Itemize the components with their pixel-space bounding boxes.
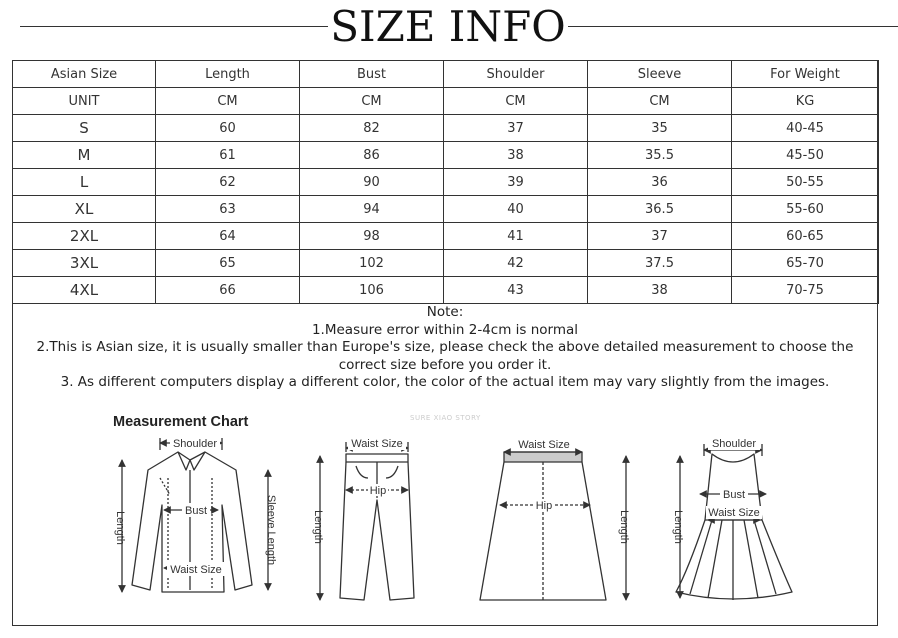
table-cell: 38	[588, 277, 732, 304]
dress-measure-lines	[680, 444, 766, 598]
header-weight: For Weight	[732, 61, 879, 88]
size-cell: 3XL	[13, 250, 156, 277]
table-cell: 36.5	[588, 196, 732, 223]
notes-heading: Note:	[426, 304, 464, 320]
table-cell: 64	[156, 223, 300, 250]
table-cell: 94	[300, 196, 444, 223]
table-cell: 102	[300, 250, 444, 277]
note-line-3: 3. As different computers display a different color, the color of the actual item may vary slightly from the images.	[60, 374, 830, 390]
table-cell: 90	[300, 169, 444, 196]
table-cell: 60-65	[732, 223, 879, 250]
table-cell: 65	[156, 250, 300, 277]
pants-hip-label: Hip	[369, 485, 387, 497]
table-cell: 70-75	[732, 277, 879, 304]
header-bust: Bust	[300, 61, 444, 88]
table-cell: 50-55	[732, 169, 879, 196]
pants-waist-label: Waist Size	[351, 438, 403, 450]
table-cell: 42	[444, 250, 588, 277]
table-cell: 66	[156, 277, 300, 304]
table-cell: 45-50	[732, 142, 879, 169]
dress-waist-label: Waist Size	[708, 507, 760, 519]
table-cell: 62	[156, 169, 300, 196]
table-cell: 55-60	[732, 196, 879, 223]
table-cell: 37	[444, 115, 588, 142]
shirt-bust-label: Bust	[184, 505, 208, 517]
table-cell: 61	[156, 142, 300, 169]
size-cell: 2XL	[13, 223, 156, 250]
table-cell: 36	[588, 169, 732, 196]
unit-cell: CM	[300, 88, 444, 115]
note-line-2: 2.This is Asian size, it is usually smaller than Europe's size, please check the above detailed measurement to choose the correct size before you order it.	[36, 339, 854, 373]
header-sleeve: Sleeve	[588, 61, 732, 88]
dress-shoulder-label: Shoulder	[711, 438, 757, 450]
page-title: SIZE INFO	[330, 2, 566, 51]
pants-illustration	[340, 454, 414, 600]
table-cell: 43	[444, 277, 588, 304]
table-cell: 37	[588, 223, 732, 250]
table-cell: 65-70	[732, 250, 879, 277]
size-cell: M	[13, 142, 156, 169]
header-shoulder: Shoulder	[444, 61, 588, 88]
unit-cell: CM	[588, 88, 732, 115]
shirt-sleeve-label: Sleeve Length	[265, 494, 277, 566]
header-asian-size: Asian Size	[13, 61, 156, 88]
table-cell: 35	[588, 115, 732, 142]
measurement-chart-title: Measurement Chart	[113, 414, 249, 430]
table-cell: 40-45	[732, 115, 879, 142]
table-cell: 35.5	[588, 142, 732, 169]
dress-bust-label: Bust	[722, 489, 746, 501]
watermark: SURE XIAO STORY	[410, 414, 481, 422]
skirt-hip-label: Hip	[535, 500, 553, 512]
table-cell: 63	[156, 196, 300, 223]
skirt-measure-lines	[500, 452, 626, 600]
size-cell: S	[13, 115, 156, 142]
table-cell: 106	[300, 277, 444, 304]
table-cell: 60	[156, 115, 300, 142]
table-cell: 98	[300, 223, 444, 250]
table-cell: 39	[444, 169, 588, 196]
skirt-illustration	[480, 452, 606, 600]
dress-illustration	[676, 454, 792, 600]
size-cell: XL	[13, 196, 156, 223]
shirt-waist-label: Waist Size	[170, 564, 222, 576]
unit-cell: UNIT	[13, 88, 156, 115]
pants-measure-lines	[320, 442, 408, 600]
table-cell: 86	[300, 142, 444, 169]
size-cell: L	[13, 169, 156, 196]
skirt-length-label: Length	[618, 510, 630, 544]
pants-length-label: Length	[312, 510, 324, 544]
unit-cell: KG	[732, 88, 879, 115]
size-cell: 4XL	[13, 277, 156, 304]
header-length: Length	[156, 61, 300, 88]
note-line-1: 1.Measure error within 2-4cm is normal	[311, 321, 579, 338]
unit-cell: CM	[444, 88, 588, 115]
table-cell: 41	[444, 223, 588, 250]
shirt-length-label: Length	[114, 511, 126, 545]
shirt-shoulder-label: Shoulder	[172, 438, 218, 450]
dress-length-label: Length	[672, 510, 684, 544]
table-cell: 38	[444, 142, 588, 169]
unit-cell: CM	[156, 88, 300, 115]
skirt-waist-label: Waist Size	[518, 439, 570, 451]
table-cell: 37.5	[588, 250, 732, 277]
table-cell: 82	[300, 115, 444, 142]
table-cell: 40	[444, 196, 588, 223]
